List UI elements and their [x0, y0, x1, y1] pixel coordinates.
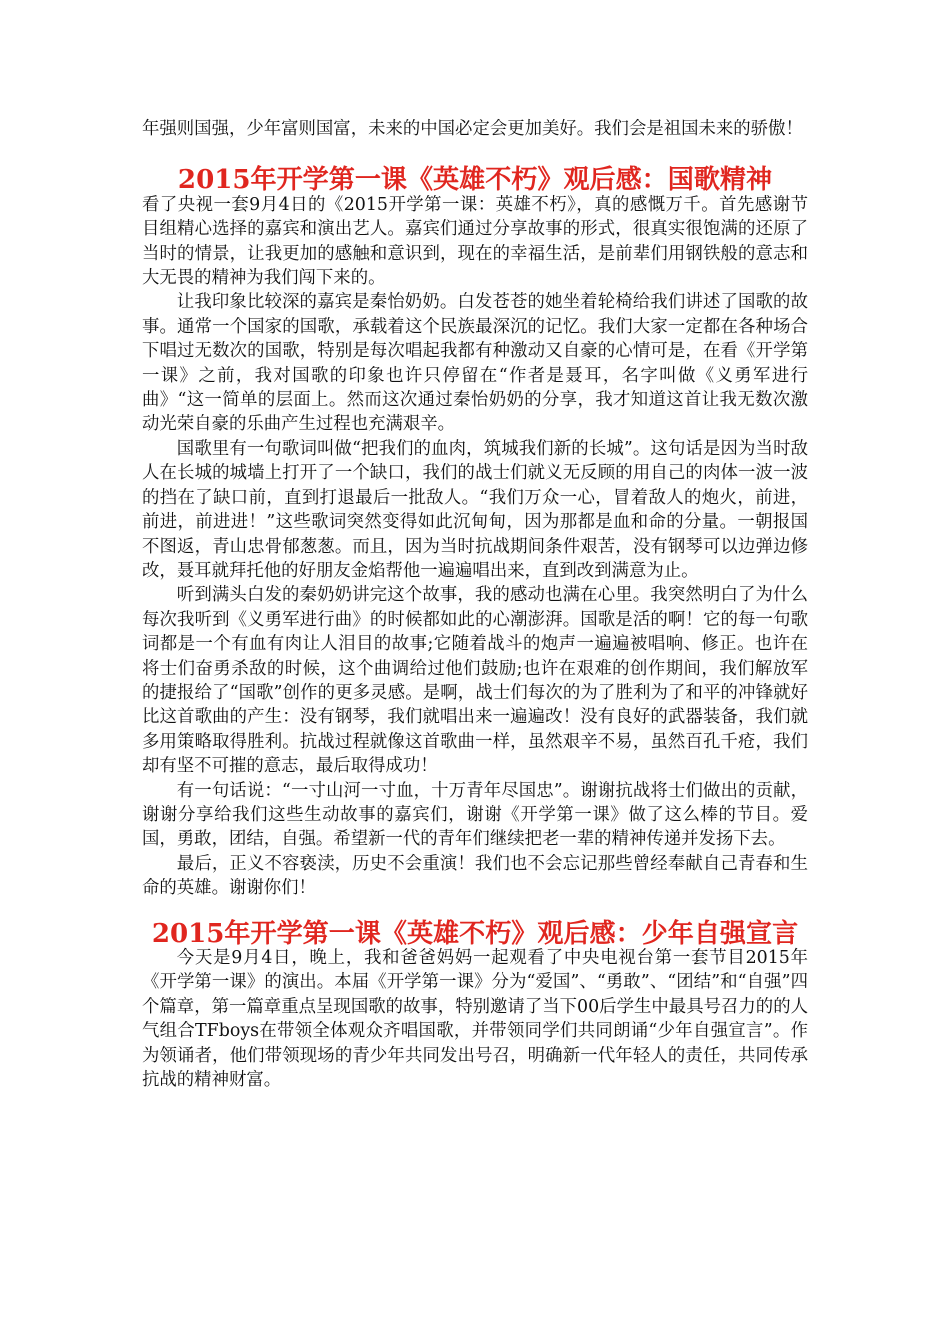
section2-heading: 2015年开学第一课《英雄不朽》观后感：少年自强宣言 [151, 918, 799, 949]
section1-paragraph-5: 有一句话说：“一寸山河一寸血，十万青年尽国忠”。谢谢抗战将士们做出的贡献，谢谢分享给我们这些生动故事的嘉宾们，谢谢《开学第一课》做了这么棒的节目。爱国，勇敢，团结，自强。希望新一代的青年们继续把老一辈的精神传递并发扬下去。 [142, 780, 808, 850]
section1-paragraph-3: 国歌里有一句歌词叫做“把我们的血肉，筑城我们新的长城”。这句话是因为当时敌人在长城的城墙上打开了一个缺口，我们的战士们就义无反顾的用自己的肉体一波一波的挡在了缺口前，直到打退最后一批敌人。“我们万众一心，冒着敌人的炮火，前进，前进，前进进！”这些歌词突然变得如此沉甸甸，因为那都是血和命的分量。一朝报国不图返，青山忠骨郁葱葱。而且，因为当时抗战期间条件艰苦，没有钢琴可以边弹边修改，聂耳就拜托他的好朋友金焰帮他一遍遍唱出来，直到改到满意为止。 [142, 438, 808, 581]
section1-paragraph-1: 看了央视一套9月4日的《2015开学第一课：英雄不朽》，真的感慨万千。首先感谢节目组精心选择的嘉宾和演出艺人。嘉宾们通过分享故事的形式，很真实很饱满的还原了当时的情景，让我更加的感触和意识到，现在的幸福生活，是前辈们用钢铁般的意志和大无畏的精神为我们闯下来的。 [142, 194, 808, 289]
section1-paragraph-2: 让我印象比较深的嘉宾是秦怡奶奶。白发苍苍的她坐着轮椅给我们讲述了国歌的故事。通常一个国家的国歌，承载着这个民族最深沉的记忆。我们大家一定都在各种场合下唱过无数次的国歌，特别是每次唱起我都有种激动又自豪的心情可是，在看《开学第一课》之前，我对国歌的印象也许只停留在“作者是聂耳，名字叫做《义勇军进行曲》“这一简单的层面上。然而这次通过秦怡奶奶的分享，我才知道这首让我无数次激动光荣自豪的乐曲产生过程也充满艰辛。 [142, 292, 808, 435]
intro-paragraph: 年强则国强，少年富则国富，未来的中国必定会更加美好。我们会是祖国未来的骄傲！ [142, 119, 803, 139]
section1-heading: 2015年开学第一课《英雄不朽》观后感：国歌精神 [177, 165, 773, 196]
document-page [142, 117, 808, 1092]
section1-paragraph-4: 听到满头白发的秦奶奶讲完这个故事，我的感动也满在心里。我突然明白了为什么每次我听到《义勇军进行曲》的时候都如此的心潮澎湃。国歌是活的啊！它的每一句歌词都是一个有血有肉让人泪目的故事;它随着战斗的炮声一遍遍被唱响、修正。也许在将士们奋勇杀敌的时候，这个曲调给过他们鼓励;也许在艰难的创作期间，我们解放军的捷报给了“国歌”创作的更多灵感。是啊，战士们每次的为了胜利为了和平的冲锋就好比这首歌曲的产生：没有钢琴，我们就唱出来一遍遍改！没有良好的武器装备，我们就多用策略取得胜利。抗战过程就像这首歌曲一样，虽然艰辛不易，虽然百孔千疮，我们却有坚不可摧的意志，最后取得成功！ [142, 585, 808, 777]
section2-paragraph-1: 今天是9月4日，晚上，我和爸爸妈妈一起观看了中央电视台第一套节目2015年《开学第一课》的演出。本届《开学第一课》分为“爱国”、“勇敢”、“团结”和“自强”四个篇章，第一篇章重点呈现国歌的故事，特别邀请了当下00后学生中最具号召力的的人气组合TFboys在带领全体观众齐唱国歌，并带领同学们共同朗诵“少年自强宣言”。作为领诵者，他们带领现场的青少年共同发出号召，明确新一代年轻人的责任，共同传承抗战的精神财富。 [142, 948, 808, 1091]
section1-paragraph-6: 最后，正义不容亵渎，历史不会重演！我们也不会忘记那些曾经奉献自己青春和生命的英雄。谢谢你们！ [142, 853, 808, 899]
